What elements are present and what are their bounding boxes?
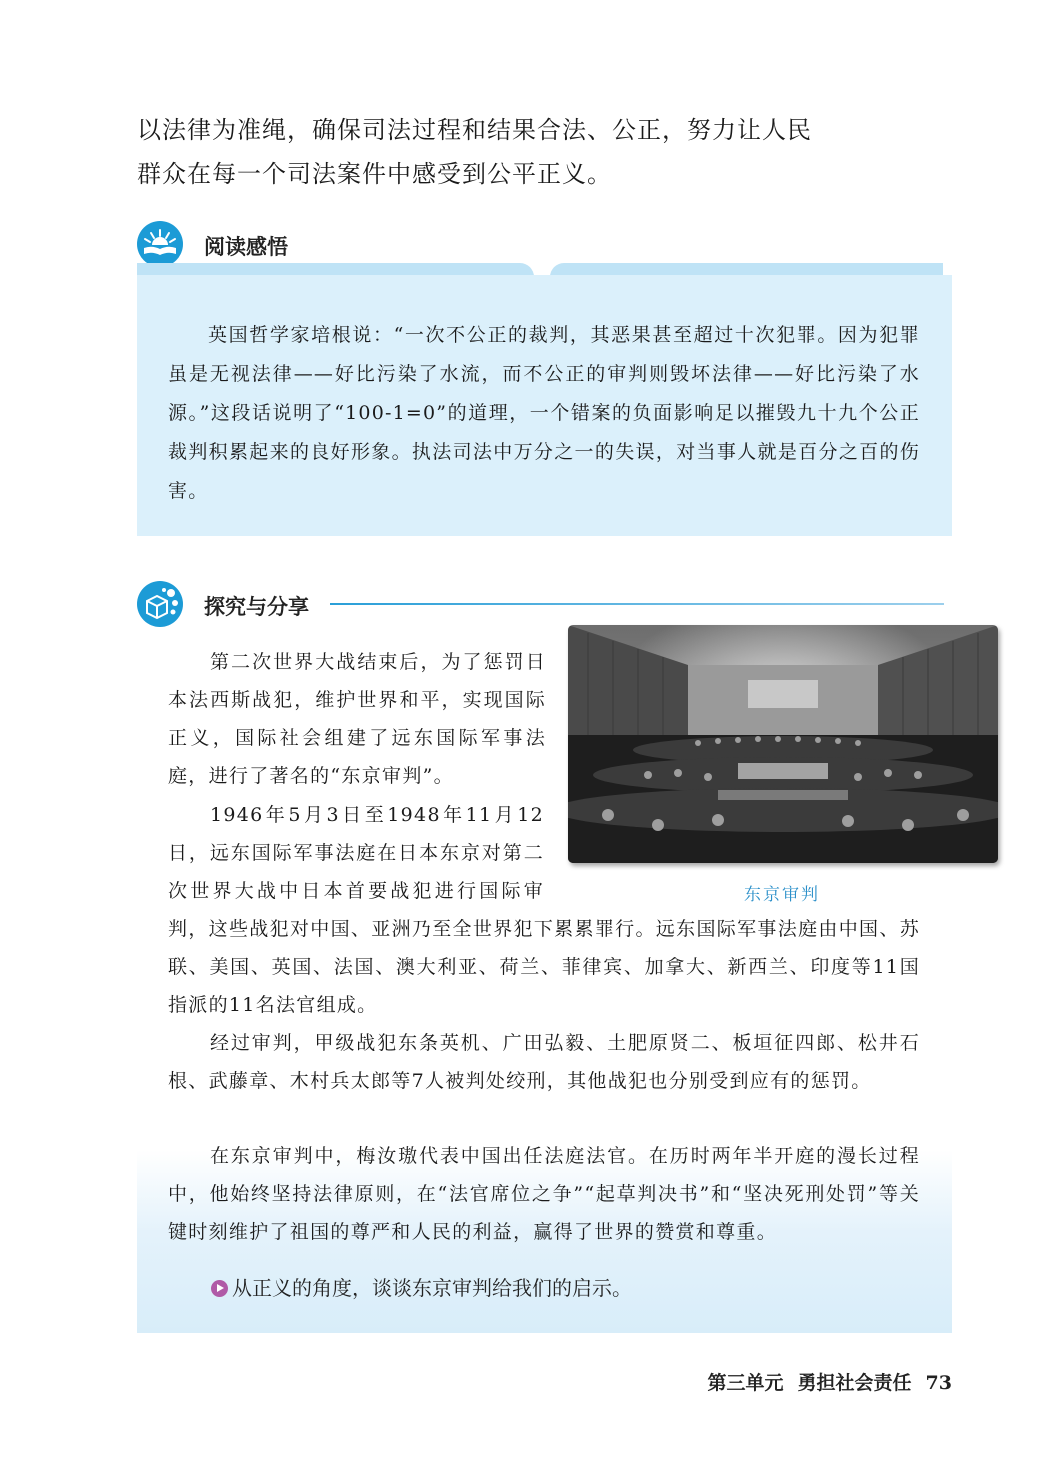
explore-paragraph-3: 经过审判，甲级战犯东条英机、广田弘毅、土肥原贤二、板垣征四郎、松井石根、武藤章、木村兵太郎等7人被判处绞刑，其他战犯也分别受到应有的惩罚。 <box>168 1032 920 1092</box>
question-text: 从正义的角度，谈谈东京审判给我们的启示。 <box>232 1276 632 1300</box>
page-footer <box>694 1368 952 1395</box>
photo-float-spacer <box>544 796 920 910</box>
book-sun-icon <box>137 221 183 267</box>
reading-section-title: 阅读感悟 <box>204 235 288 259</box>
discussion-question <box>211 1272 632 1301</box>
explore-paragraph-2-wrap <box>168 796 920 1024</box>
unit-label: 第三单元 <box>707 1372 784 1394</box>
explore-paragraph-1: 第二次世界大战结束后，为了惩罚日本法西斯战犯，维护世界和平，实现国际正义，国际社会组建了远东国际军事法庭，进行了著名的“东京审判”。 <box>168 651 546 787</box>
page-number: 73 <box>925 1372 952 1394</box>
play-marker-icon <box>211 1280 228 1297</box>
explore-section-title: 探究与分享 <box>204 595 309 619</box>
photo-caption: 东京审判 <box>744 885 820 905</box>
unit-title: 勇担社会责任 <box>797 1372 912 1394</box>
explore-paragraph-4: 在东京审判中，梅汝璈代表中国出任法庭法官。在历时两年半开庭的漫长过程中，他始终坚持法律原则，在“法官席位之争”“起草判决书”和“坚决死刑处罚”等关键时刻维护了祖国的尊严和人民的利益，赢得了世界的赞赏和尊重。 <box>168 1145 920 1243</box>
section-divider-line <box>330 603 944 605</box>
explore-paragraph-2: 1946年5月3日至1948年11月12日，远东国际军事法庭在日本东京对第二次世界大战中日本首要战犯进行国际审判，这些战犯对中国、亚洲乃至全世界犯下累累罪行。远东国际军事法庭由中国、苏联、美国、英国、法国、澳大利亚、荷兰、菲律宾、加拿大、新西兰、印度等11国指派的11名法官组成。 <box>168 804 920 1016</box>
reading-quote-text: 英国哲学家培根说：“一次不公正的裁判，其恶果甚至超过十次犯罪。因为犯罪虽是无视法律——好比污染了水流，而不公正的审判则毁坏法律——好比污染了水源。”这段话说明了“100-1=0”的道理，一个错案的负面影响足以摧毁九十九个公正裁判积累起来的良好形象。执法司法中万分之一的失误，对当事人就是百分之百的伤害。 <box>168 324 920 502</box>
intro-paragraph: 以法律为准绳，确保司法过程和结果合法、公正，努力让人民群众在每一个司法案件中感受到公平正义。 <box>137 116 812 188</box>
cube-bubbles-icon <box>137 581 183 627</box>
